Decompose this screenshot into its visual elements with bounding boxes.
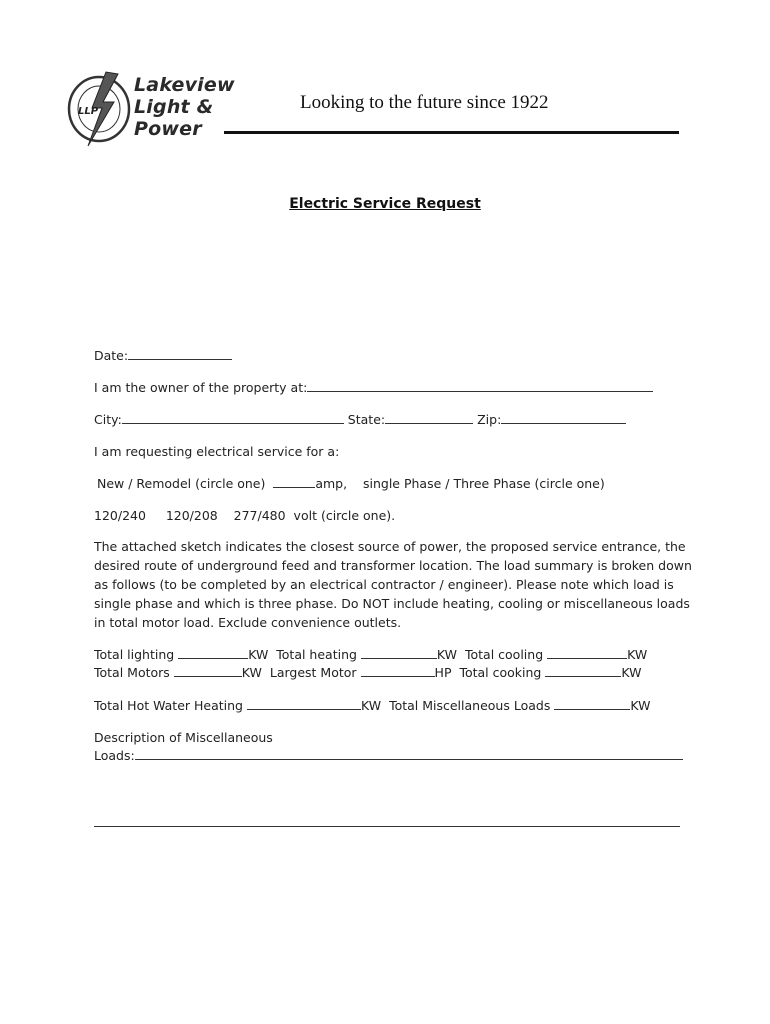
tagline: Looking to the future since 1922 bbox=[300, 92, 549, 113]
state-field[interactable] bbox=[385, 411, 473, 424]
instructions-paragraph: The attached sketch indicates the closest source of power, the proposed service entrance, the desired route of underground feed and transformer location. The load summary is broken down as follows (to be completed by an electrical contractor / engineer). Please note which load is single phase and which is three phase. Do NOT include heating, cooling or miscellaneous loads in total motor load. Exclude convenience outlets. bbox=[94, 539, 692, 630]
misc-description-extra-line[interactable] bbox=[94, 826, 680, 827]
total-misc-label: Total Miscellaneous Loads bbox=[389, 698, 551, 713]
requesting-line: I am requesting electrical service for a: bbox=[94, 444, 340, 459]
owner-line bbox=[94, 379, 653, 397]
company-logo bbox=[66, 70, 256, 148]
city-field[interactable] bbox=[122, 411, 344, 424]
state-label: State: bbox=[347, 412, 386, 427]
total-hot-water-label: Total Hot Water Heating bbox=[94, 698, 243, 713]
unit-kw: KW bbox=[436, 647, 458, 662]
total-lighting-field[interactable] bbox=[178, 646, 248, 659]
owner-label: I am the owner of the property at: bbox=[94, 380, 308, 395]
loads-row-2 bbox=[94, 664, 641, 682]
date-field[interactable] bbox=[128, 347, 232, 360]
desc-misc-label: Description of Miscellaneous bbox=[94, 730, 273, 745]
date-label: Date: bbox=[94, 348, 129, 363]
misc-description-field[interactable] bbox=[135, 747, 683, 760]
loads-label: Loads: bbox=[94, 748, 135, 763]
brand-line-1: Lakeview bbox=[134, 74, 235, 96]
page-title: Electric Service Request bbox=[289, 196, 481, 212]
brand-line-2: Light & bbox=[134, 96, 214, 118]
largest-motor-field[interactable] bbox=[361, 664, 435, 677]
volt-option-277-480[interactable]: 277/480 bbox=[233, 508, 286, 523]
service-type-line bbox=[97, 475, 605, 493]
logo-seal-icon bbox=[66, 70, 136, 148]
unit-hp: HP bbox=[434, 665, 452, 680]
unit-kw: KW bbox=[621, 665, 642, 680]
logo-monogram: LLP bbox=[78, 106, 99, 117]
unit-kw: KW bbox=[630, 698, 651, 713]
total-hot-water-field[interactable] bbox=[247, 697, 361, 710]
loads-row-3 bbox=[94, 697, 650, 715]
loads-line bbox=[94, 747, 683, 765]
date-line bbox=[94, 347, 232, 365]
city-state-zip-line bbox=[94, 411, 626, 429]
phase-option[interactable]: single Phase / Three Phase (circle one) bbox=[362, 476, 605, 491]
total-cooling-field[interactable] bbox=[547, 646, 627, 659]
total-cooking-label: Total cooking bbox=[459, 665, 542, 680]
property-address-field[interactable] bbox=[307, 379, 653, 392]
zip-field[interactable] bbox=[501, 411, 626, 424]
tagline-rule bbox=[224, 131, 679, 134]
amp-label: amp, bbox=[315, 476, 348, 491]
volt-option-120-240[interactable]: 120/240 bbox=[94, 508, 146, 523]
unit-kw: KW bbox=[360, 698, 382, 713]
unit-kw: KW bbox=[241, 665, 262, 680]
volt-line bbox=[94, 507, 395, 525]
total-motors-field[interactable] bbox=[174, 664, 242, 677]
volt-option-120-208[interactable]: 120/208 bbox=[165, 508, 218, 523]
total-misc-field[interactable] bbox=[554, 697, 630, 710]
total-cooling-label: Total cooling bbox=[465, 647, 544, 662]
city-label: City: bbox=[94, 412, 122, 427]
unit-kw: KW bbox=[627, 647, 648, 662]
total-heating-field[interactable] bbox=[361, 646, 437, 659]
loads-row-1 bbox=[94, 646, 647, 664]
largest-motor-label: Largest Motor bbox=[269, 665, 357, 680]
total-heating-label: Total heating bbox=[276, 647, 357, 662]
total-motors-label: Total Motors bbox=[94, 665, 170, 680]
brand-line-3: Power bbox=[134, 118, 202, 140]
zip-label: Zip: bbox=[477, 412, 502, 427]
volt-label: volt (circle one). bbox=[293, 508, 396, 523]
amp-field[interactable] bbox=[273, 475, 315, 488]
new-remodel-option[interactable]: New / Remodel (circle one) bbox=[97, 476, 266, 491]
total-cooking-field[interactable] bbox=[545, 664, 621, 677]
total-lighting-label: Total lighting bbox=[94, 647, 175, 662]
unit-kw: KW bbox=[248, 647, 269, 662]
